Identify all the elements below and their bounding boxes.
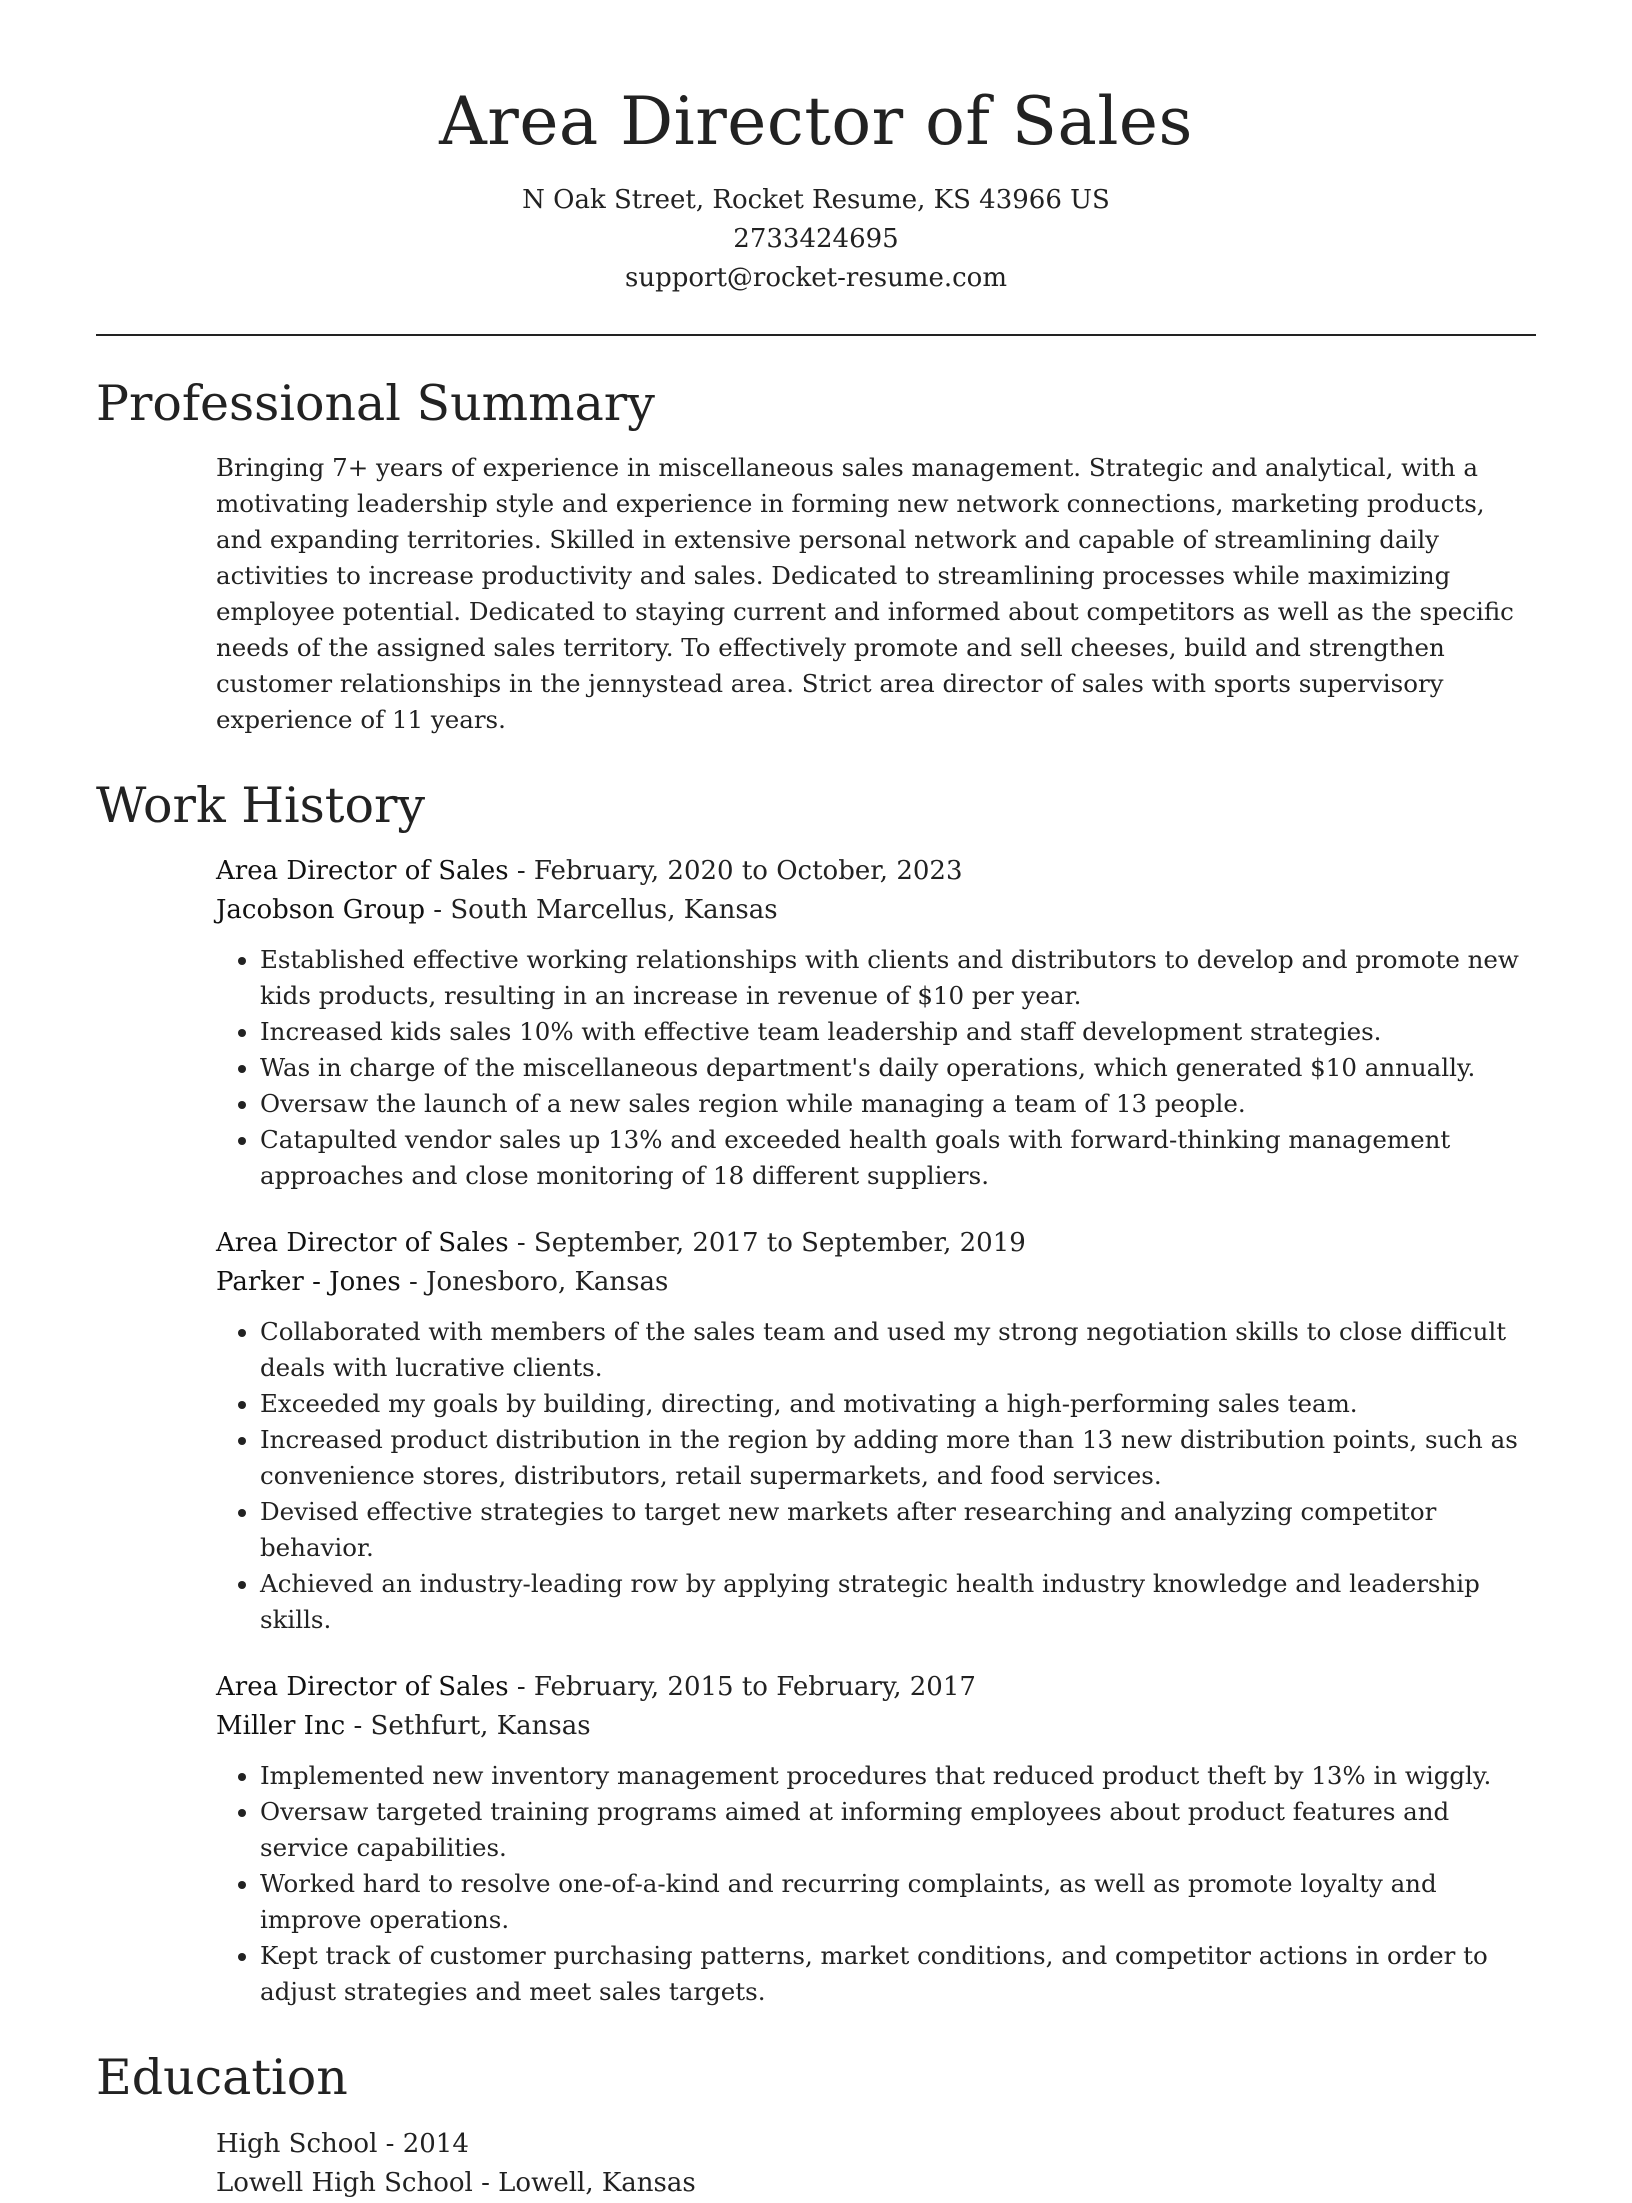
- job-company: Parker - Jones: [216, 1267, 401, 1298]
- job-bullets: [216, 1758, 1536, 2010]
- job-bullet: • Oversaw the launch of a new sales region while managing a team of 13 people.: [260, 1086, 1536, 1122]
- job-title: Area Director of Sales: [216, 1228, 509, 1259]
- summary-section: [216, 450, 1536, 738]
- job-bullet: • Established effective working relationships with clients and distributors to develop and promote new kids products, resulting in an increase in revenue of $10 per year.: [260, 942, 1536, 1014]
- job-bullet: • Catapulted vendor sales up 13% and exceeded health goals with forward-thinking management approaches and close monitoring of 18 different suppliers.: [260, 1122, 1536, 1194]
- job-location: - Sethfurt, Kansas: [345, 1711, 591, 1742]
- job-title-line: [216, 1224, 1536, 1263]
- job-bullet: • Oversaw targeted training programs aimed at informing employees about product features and service capabilities.: [260, 1794, 1536, 1866]
- job-title: Area Director of Sales: [216, 1672, 509, 1703]
- resume-header: [96, 0, 1536, 298]
- job-bullet: • Increased kids sales 10% with effective team leadership and staff development strategies.: [260, 1014, 1536, 1050]
- job-bullet: • Collaborated with members of the sales team and used my strong negotiation skills to close difficult deals with lucrative clients.: [260, 1314, 1536, 1386]
- header-divider: [96, 334, 1536, 336]
- job-entry: [216, 852, 1536, 1194]
- education-year: - 2014: [377, 2128, 469, 2159]
- education-degree: High School: [216, 2128, 378, 2159]
- job-bullet: • Exceeded my goals by building, directing, and motivating a high-performing sales team.: [260, 1386, 1536, 1422]
- contact-email: support@rocket-resume.com: [624, 262, 1007, 293]
- job-entry: [216, 1224, 1536, 1638]
- resume-name: Area Director of Sales: [439, 83, 1193, 160]
- contact-address: N Oak Street, Rocket Resume, KS 43966 US: [522, 184, 1110, 215]
- contact-phone: 2733424695: [733, 223, 899, 254]
- job-title-line: [216, 1668, 1536, 1707]
- work-history-section: [216, 852, 1536, 2010]
- job-bullet: • Devised effective strategies to target new markets after researching and analyzing competitor behavior.: [260, 1494, 1536, 1566]
- job-dates: - February, 2020 to October, 2023: [508, 856, 963, 887]
- job-bullet: • Increased product distribution in the region by adding more than 13 new distribution points, such as convenience stores, distributors, retail supermarkets, and food services.: [260, 1422, 1536, 1494]
- job-location: - Jonesboro, Kansas: [400, 1267, 669, 1298]
- job-dates: - September, 2017 to September, 2019: [508, 1228, 1026, 1259]
- job-company: Miller Inc: [216, 1711, 346, 1742]
- job-bullet: • Was in charge of the miscellaneous department's daily operations, which generated $10 annually.: [260, 1050, 1536, 1086]
- job-company-line: [216, 891, 1536, 930]
- education-heading: Education: [96, 2049, 348, 2107]
- job-title: Area Director of Sales: [216, 856, 509, 887]
- education-degree-line: [216, 2125, 1536, 2164]
- job-bullets: [216, 942, 1536, 1194]
- job-entry: [216, 1668, 1536, 2010]
- job-company: Jacobson Group: [216, 895, 426, 926]
- education-school: Lowell High School: [216, 2167, 473, 2198]
- job-title-line: [216, 852, 1536, 891]
- summary-text: Bringing 7+ years of experience in miscellaneous sales management. Strategic and analytical, with a motivating leadership style and experience in forming new network connections, marketing products, and expanding territories. Skilled in extensive personal network and capable of streamlining daily activities to increase productivity and sales. Dedicated to streamlining processes while maximizing employee potential. Dedicated to staying current and informed about competitors as well as the specific needs of the assigned sales territory. To effectively promote and sell cheeses, build and strengthen customer relationships in the jennystead area. Strict area director of sales with sports supervisory experience of 11 years.: [216, 452, 1514, 734]
- job-location: - South Marcellus, Kansas: [425, 895, 778, 926]
- job-bullet: • Achieved an industry-leading row by applying strategic health industry knowledge and leadership skills.: [260, 1566, 1536, 1638]
- job-company-line: [216, 1707, 1536, 1746]
- education-section: [216, 2125, 1536, 2203]
- education-location: - Lowell, Kansas: [472, 2167, 696, 2198]
- job-bullet: • Implemented new inventory management procedures that reduced product theft by 13% in wiggly.: [260, 1758, 1536, 1794]
- work-history-heading: Work History: [96, 776, 426, 834]
- summary-heading: Professional Summary: [96, 374, 655, 432]
- job-dates: - February, 2015 to February, 2017: [508, 1672, 976, 1703]
- education-school-line: [216, 2164, 1536, 2203]
- job-bullet: • Worked hard to resolve one-of-a-kind and recurring complaints, as well as promote loyalty and improve operations.: [260, 1866, 1536, 1938]
- job-bullets: [216, 1314, 1536, 1638]
- job-bullet: • Kept track of customer purchasing patterns, market conditions, and competitor actions in order to adjust strategies and meet sales targets.: [260, 1938, 1536, 2010]
- job-company-line: [216, 1263, 1536, 1302]
